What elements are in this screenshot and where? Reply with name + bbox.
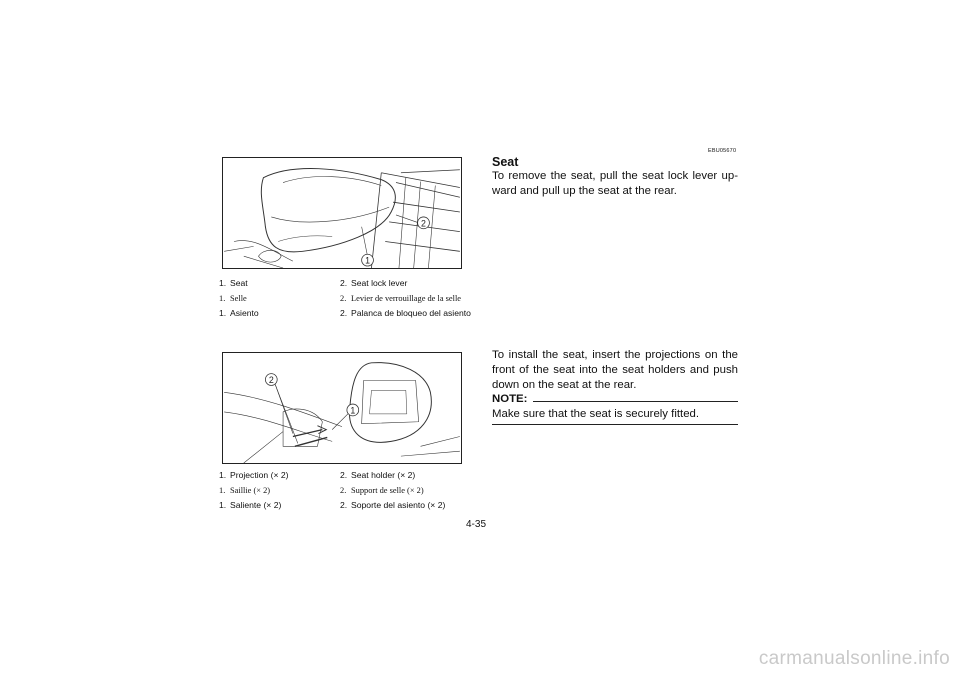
caption-row-spanish: 1. Saliente (× 2) 2. Soporte del asiento (× 2) (219, 500, 446, 510)
callout-1: 1 (365, 255, 370, 266)
figure1-caption (219, 278, 481, 323)
note-label: NOTE: (492, 393, 528, 405)
caption-seat-lock-lever: Seat lock lever (351, 278, 408, 288)
reference-code: EBU05670 (708, 148, 737, 154)
caption-row-spanish: 1. Asiento 2. Palanca de bloqueo del asiento (219, 308, 471, 318)
note-text: Make sure that the seat is securely fitted. (492, 408, 700, 420)
caption-row-french: 1. Selle 2. Levier de verrouillage de la selle (219, 294, 461, 303)
figure2-caption (219, 470, 481, 515)
seat-holder-illustration (222, 352, 462, 464)
callout-2: 2 (268, 374, 274, 385)
page-number: 4-35 (466, 519, 487, 530)
caption-projection: Projection (× 2) (230, 470, 289, 480)
caption-seat: Seat (230, 278, 248, 288)
callout-2: 2 (421, 218, 426, 229)
install-instructions: To install the seat, insert the projections on the front of the seat into the seat holders and push down on the seat at the rear. (492, 349, 738, 391)
remove-instructions: To remove the seat, pull the seat lock lever up-ward and pull up the seat at the rear. (492, 170, 738, 197)
watermark: carmanualsonline.info (758, 648, 950, 669)
seat-illustration (222, 157, 462, 269)
note-rule (533, 401, 738, 402)
caption-row-english: 1. Seat 2. Seat lock lever (219, 278, 408, 288)
note-header (492, 393, 738, 405)
section-heading: Seat (492, 155, 519, 169)
caption-row-french: 1. Saillie (× 2) 2. Support de selle (× 2) (219, 486, 424, 495)
callout-1: 1 (350, 405, 356, 416)
note-end-rule (492, 424, 738, 425)
caption-seat-holder: Seat holder (× 2) (351, 470, 416, 480)
caption-row-english: 1. Projection (× 2) 2. Seat holder (× 2) (219, 470, 416, 480)
